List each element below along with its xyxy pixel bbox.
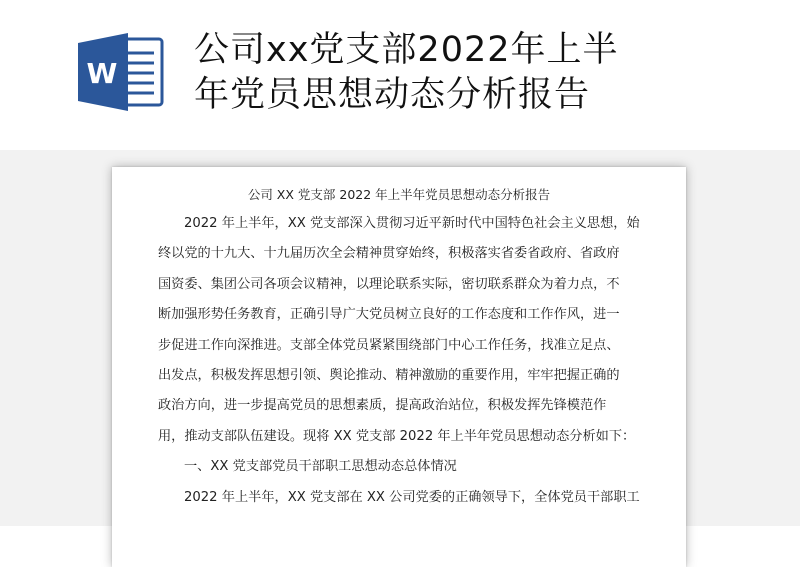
body-line: 用，推动支部队伍建设。现将 XX 党支部 2022 年上半年党员思想动态分析如下： <box>158 428 636 444</box>
body-line: 终以党的十九大、十九届历次全会精神贯穿始终，积极落实省委省政府、省政府 <box>158 246 620 262</box>
document-title: 公司 XX 党支部 2022 年上半年党员思想动态分析报告 <box>247 187 551 202</box>
body-line: 断加强形势任务教育，正确引导广大党员树立良好的工作态度和工作作风，进一 <box>158 307 620 323</box>
body-line: 出发点，积极发挥思想引领、舆论推动、精神激励的重要作用，牢牢把握正确的 <box>158 368 620 384</box>
page-title <box>194 28 754 118</box>
title-line-2: 年党员思想动态分析报告 <box>194 75 591 115</box>
document-body <box>158 209 644 513</box>
body-line: 2022 年上半年，XX 党支部在 XX 公司党委的正确领导下，全体党员干部职工 <box>184 489 640 505</box>
svg-text:W: W <box>86 57 118 90</box>
body-line: 步促进工作向深推进。支部全体党员紧紧围绕部门中心工作任务，找准立足点、 <box>158 337 620 353</box>
title-line-1: 公司xx党支部2022年上半 <box>194 30 619 70</box>
body-line: 国资委、集团公司各项会议精神，以理论联系实际，密切联系群众为着力点，不 <box>158 276 620 292</box>
body-line: 2022 年上半年，XX 党支部深入贯彻习近平新时代中国特色社会主义思想，始 <box>184 216 640 231</box>
body-line: 政治方向，进一步提高党员的思想素质，提高政治站位，积极发挥先锋模范作 <box>158 398 607 414</box>
document-page <box>112 167 686 567</box>
header-band <box>0 0 800 150</box>
word-document-icon <box>78 33 168 111</box>
section-heading: 一、XX 党支部党员干部职工思想动态总体情况 <box>184 459 457 475</box>
